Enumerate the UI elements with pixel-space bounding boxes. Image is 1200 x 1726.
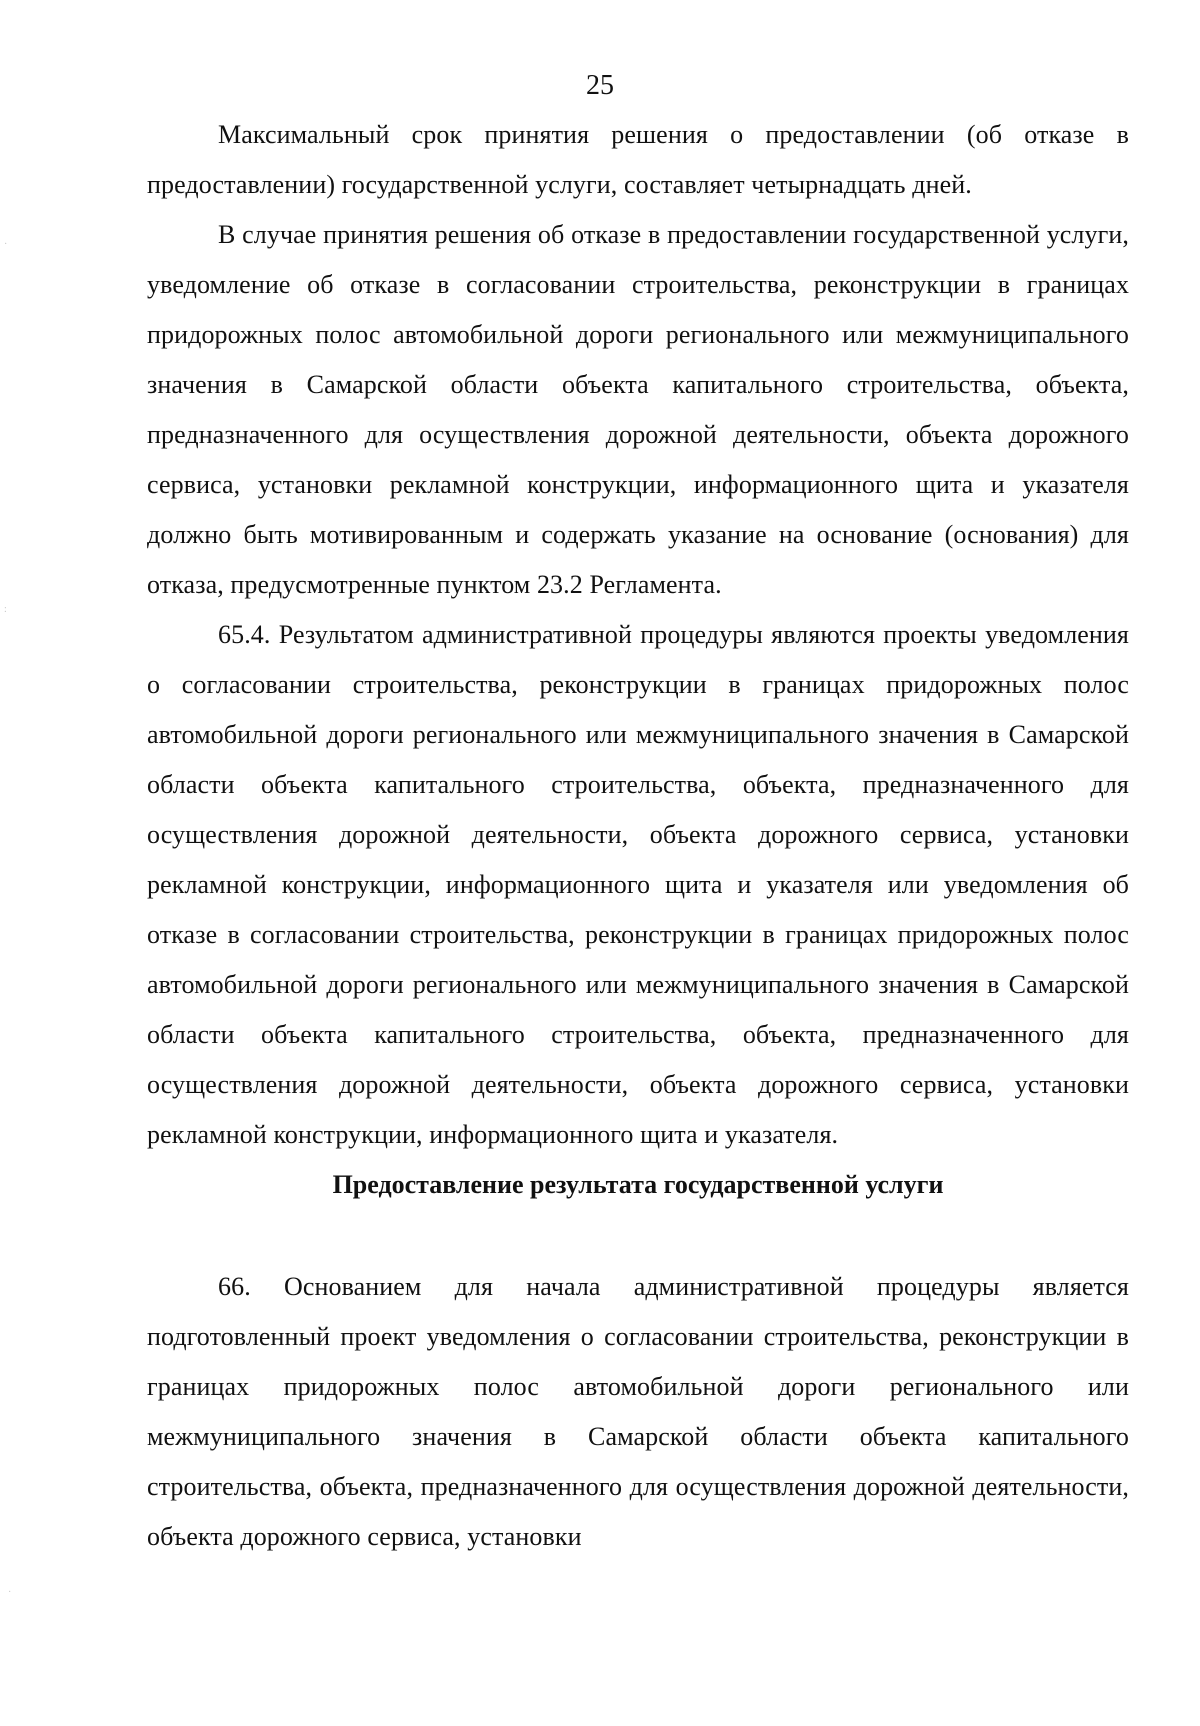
paragraph-decision-term: Максимальный срок принятия решения о предоставлении (об отказе в предоставлении) государственной услуги, составляет четырнадцать дней.	[147, 120, 1129, 199]
scan-artifact: ·	[8, 1587, 12, 1598]
document-body	[147, 110, 1129, 1562]
paragraph-66-grounds: 66. Основанием для начала административной процедуры является подготовленный проект уведомления о согласовании строительства, реконструкции в границах придорожных полос автомобильной дороги регионального или межмуниципального значения в Самарской области объекта капитального строительства, объекта, предназначенного для осуществления дорожной деятельности, объекта дорожного сервиса, установки	[147, 1272, 1129, 1551]
scan-artifact: ·	[4, 239, 8, 250]
paragraph-refusal-notice: В случае принятия решения об отказе в предоставлении государственной услуги, уведомление об отказе в согласовании строительства, реконструкции в границах придорожных полос автомобильной дороги регионального или межмуниципального значения в Самарской области объекта капитального строительства, объекта, предназначенного для осуществления дорожной деятельности, объекта дорожного сервиса, установки рекламной конструкции, информационного щита и указателя должно быть мотивированным и содержать указание на основание (основания) для отказа, предусмотренные пунктом 23.2 Регламента.	[147, 220, 1129, 599]
paragraph-65-4-result: 65.4. Результатом административной процедуры являются проекты уведомления о согласовании строительства, реконструкции в границах придорожных полос автомобильной дороги регионального или межмуниципального значения в Самарской области объекта капитального строительства, объекта, предназначенного для осуществления дорожной деятельности, объекта дорожного сервиса, установки рекламной конструкции, информационного щита и указателя или уведомления об отказе в согласовании строительства, реконструкции в границах придорожных полос автомобильной дороги регионального или межмуниципального значения в Самарской области объекта капитального строительства, объекта, предназначенного для осуществления дорожной деятельности, объекта дорожного сервиса, установки рекламной конструкции, информационного щита и указателя.	[147, 620, 1129, 1149]
section-heading: Предоставление результата государственной услуги	[332, 1170, 944, 1199]
scan-artifact: :	[4, 604, 7, 615]
page-number: 25	[586, 70, 614, 101]
